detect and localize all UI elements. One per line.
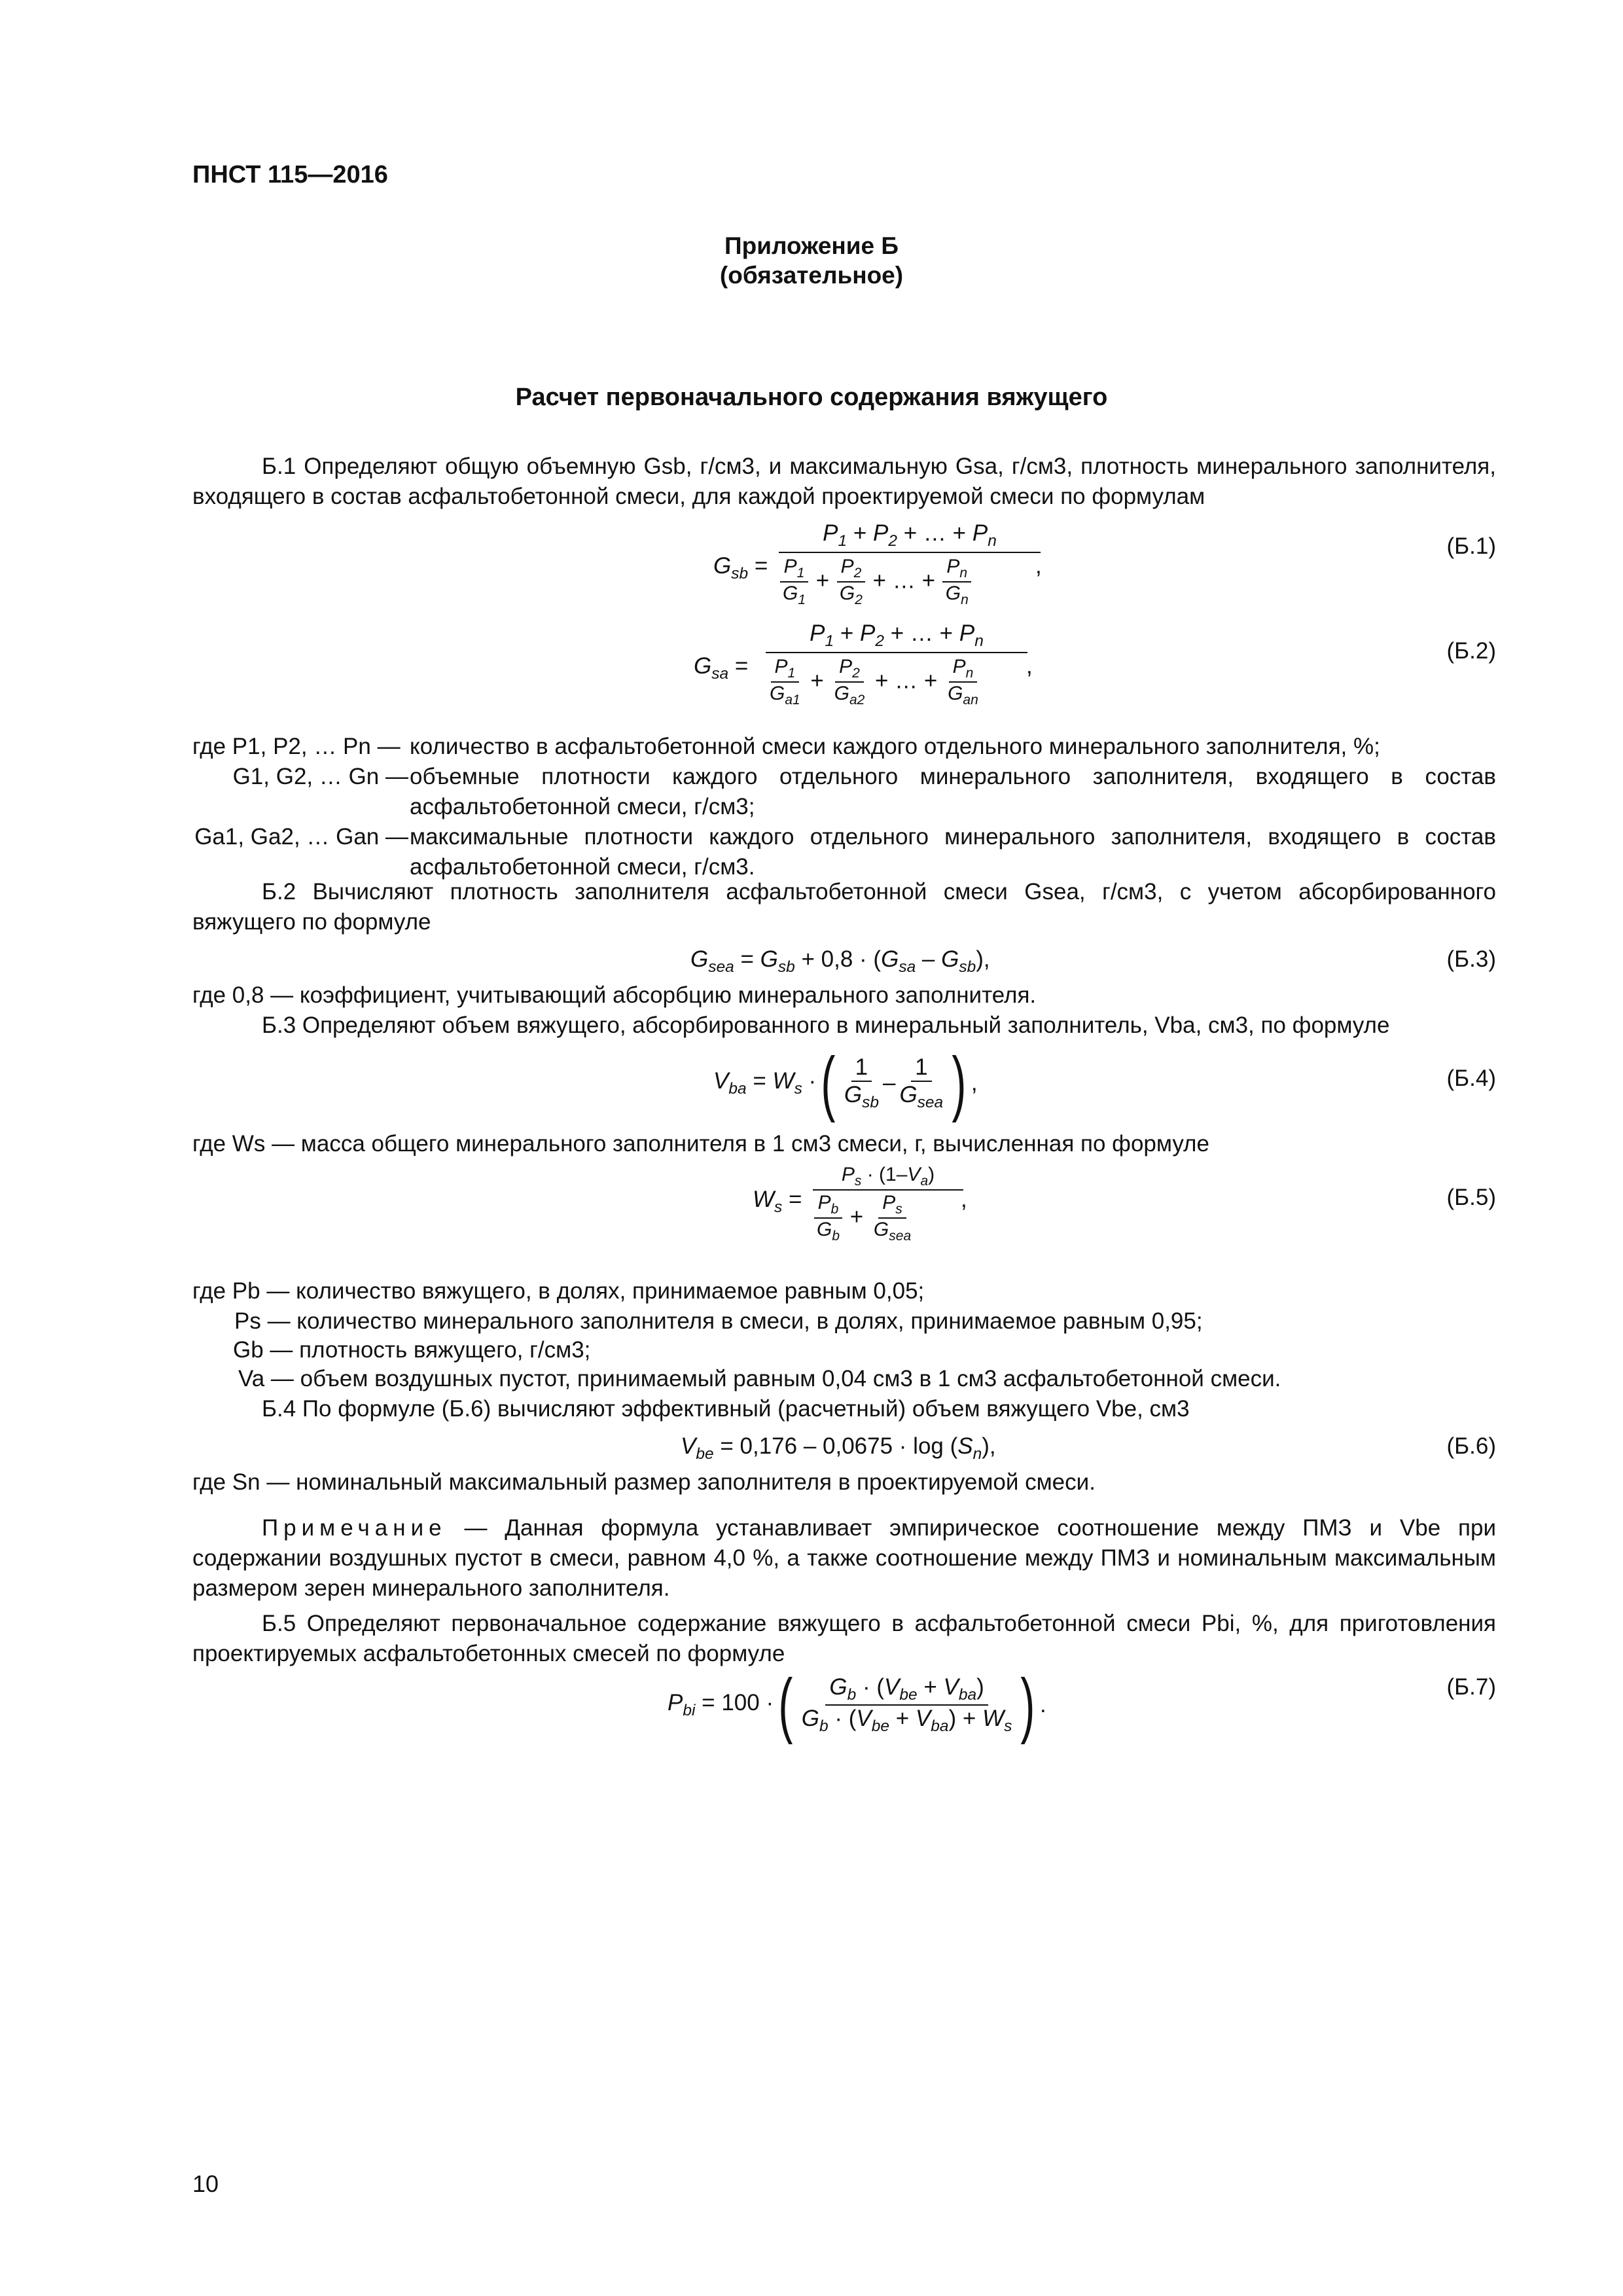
definition-gb: Gb — плотность вяжущего, г/см3; (233, 1337, 591, 1363)
note-label: Примечание (262, 1515, 447, 1541)
formula-number-b1: (Б.1) (1446, 533, 1496, 559)
paragraph-b2: Б.2 Вычисляют плотность заполнителя асфальтобетонной смеси Gsea, г/см3, с учетом абсорбированного вяжущего по формуле (192, 879, 1496, 935)
definition-coef: где 0,8 — коэффициент, учитывающий абсорбцию минерального заполнителя. (192, 982, 1037, 1008)
formula-number-b7: (Б.7) (1446, 1674, 1496, 1700)
formula-number-b3: (Б.3) (1446, 946, 1496, 972)
paragraph-b5: Б.5 Определяют первоначальное содержание вяжущего в асфальтобетонной смеси Pbi, %, для приготовления проектируемых асфальтобетонных смесей по формуле (192, 1611, 1496, 1666)
formula-b7: $P_{bi} = 100$ · ( $\frac{G_b \cdot (V_{be} + V_{ba})}{G_b \cdot (V_{be} + V_{ba}) + W_s}$ ) . (668, 1664, 1046, 1745)
formula-number-b5: (Б.5) (1446, 1185, 1496, 1210)
def-term: G1, G2, … Gn — (232, 764, 408, 789)
def-desc: максимальные плотности каждого отдельного минерального заполнителя, входящего в состав асфальтобетонной смеси, г/см3. (410, 824, 1496, 880)
document-code: ПНСТ 115—2016 (192, 161, 388, 188)
paragraph-b3: Б.3 Определяют объем вяжущего, абсорбированного в минеральный заполнитель, Vba, см3, по формуле (262, 1013, 1390, 1038)
appendix-heading: Расчет первоначального содержания вяжущего (515, 384, 1108, 411)
formula-b3: $G_{sea} = G_{sb} + 0,8 \cdot (G_{sa} - G_{sb})$, (690, 946, 990, 976)
def-term: Ga1, Ga2, … Gan — (194, 824, 408, 850)
note (192, 1513, 1496, 1604)
definition-pb: где Pb — количество вяжущего, в долях, принимаемое равным 0,05; (192, 1278, 925, 1304)
note-text: — Данная формула устанавливает эмпирическое соотношение между ПМЗ и Vbe при содержании воздушных пустот в смеси, равном 4,0 %, а также соотношение между ПМЗ и номинальным максимальным размером зерен минерального заполнителя. (192, 1515, 1496, 1601)
definition-va: Va — объем воздушных пустот, принимаемый равным 0,04 см3 в 1 см3 асфальтобетонной смеси. (238, 1366, 1281, 1391)
appendix-title: Приложение Б (724, 232, 899, 259)
formula-b4: $V_{ba} = W_s$ · ( $\frac{1}{G_{sb}}$ – $\frac{1}{G_{sea}}$ ) , (713, 1043, 978, 1123)
definition-ps: Ps — количество минерального заполнителя в смеси, в долях, принимаемое равным 0,95; (234, 1308, 1203, 1334)
paragraph-b4: Б.4 По формуле (Б.6) вычисляют эффективный (расчетный) объем вяжущего Vbe, см3 (262, 1396, 1190, 1422)
appendix-status: (обязательное) (719, 262, 904, 289)
definitions-b1 (192, 732, 1496, 882)
formula-number-b6: (Б.6) (1446, 1433, 1496, 1459)
def-term: где P1, P2, … Pn — (192, 734, 401, 759)
definition-ws: где Ws — масса общего минерального заполнителя в 1 см3 смеси, г, вычисленная по формуле (192, 1131, 1209, 1157)
formula-b6: $V_{be} = 0,176 - 0,0675 \cdot \log (S_n)$, (681, 1433, 996, 1463)
page-number: 10 (192, 2170, 219, 2197)
formula-number-b2: (Б.2) (1446, 638, 1496, 664)
def-desc: количество в асфальтобетонной смеси каждого отдельного минерального заполнителя, %; (410, 734, 1380, 759)
definition-sn: где Sn — номинальный максимальный размер заполнителя в проектируемой смеси. (192, 1469, 1096, 1495)
formula-number-b4: (Б.4) (1446, 1066, 1496, 1091)
paragraph-b1: Б.1 Определяют общую объемную Gsb, г/см3, и максимальную Gsa, г/см3, плотность минерального заполнителя, входящего в состав асфальтобетонной смеси, для каждой проектируемой смеси по формулам (192, 454, 1496, 509)
def-desc: объемные плотности каждого отдельного минерального заполнителя, входящего в состав асфальтобетонной смеси, г/см3; (410, 764, 1496, 819)
